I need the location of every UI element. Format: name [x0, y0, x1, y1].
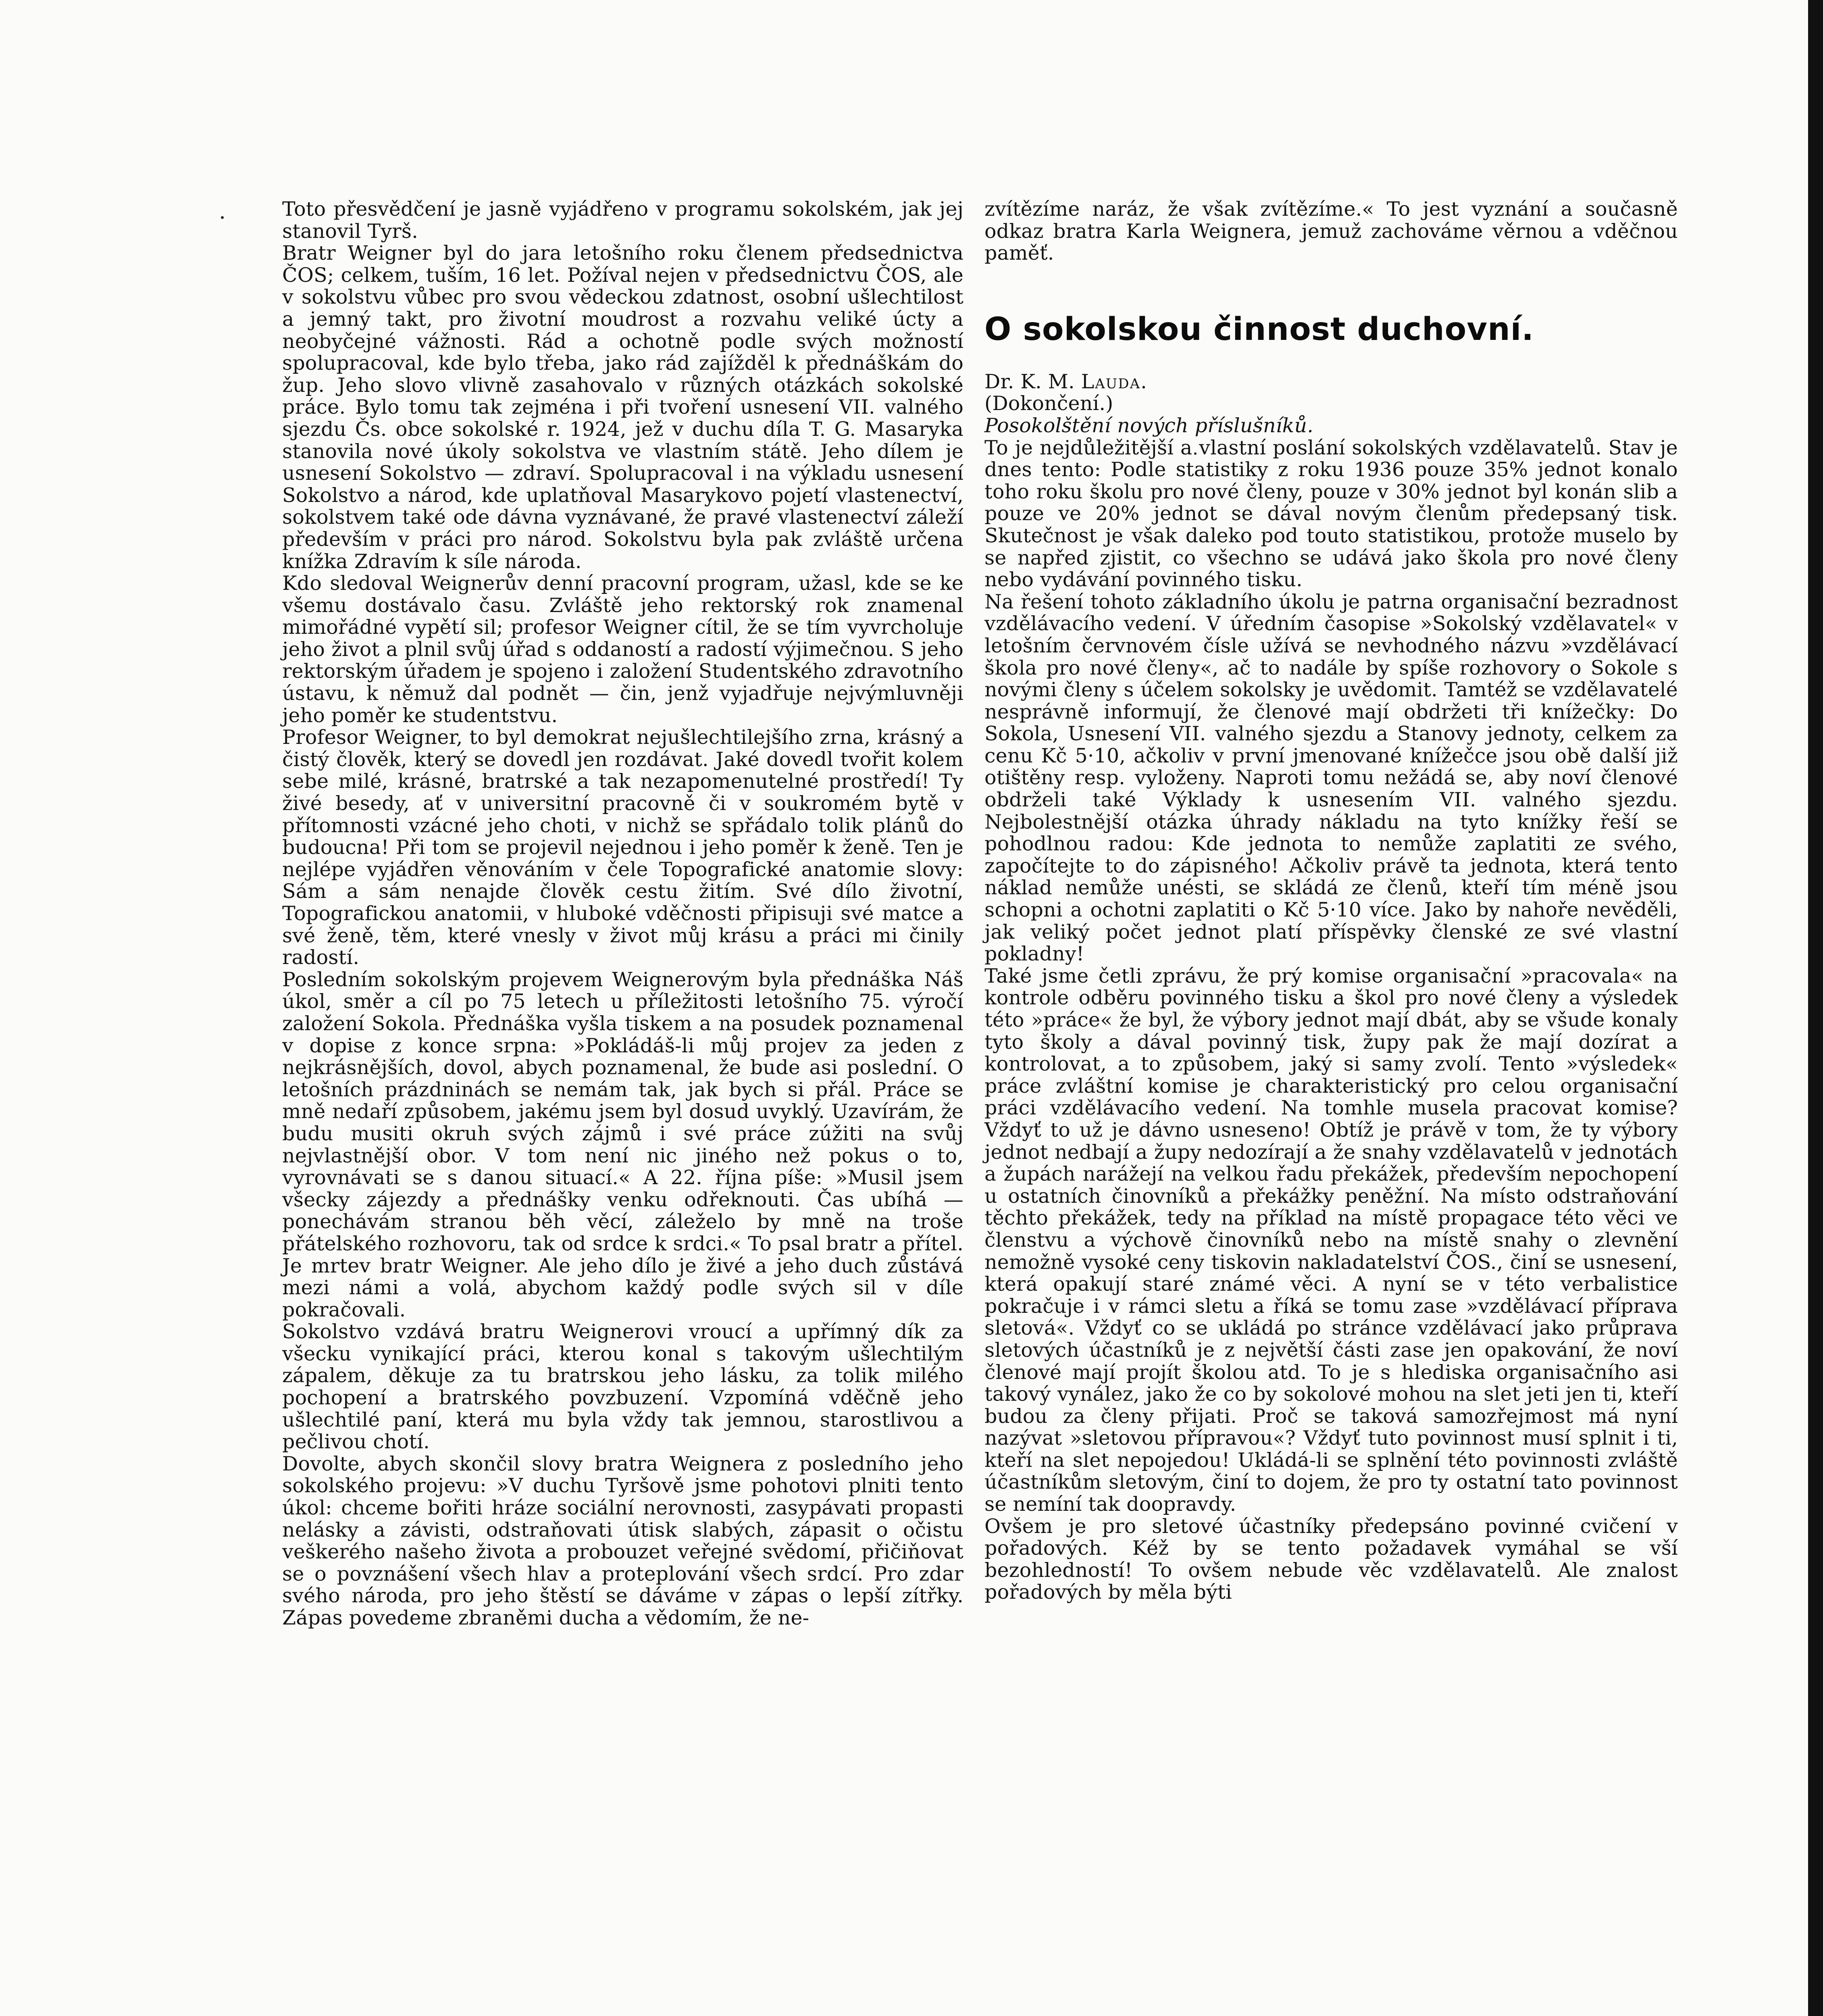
paragraph: To je nejdůležitější a vlastní poslání sokolských vzdělavatelů. Stav je dnes tento: Podle statistiky z roku 1936 pouze 35% jednot konalo toho roku školu pro nové členy, pouze v 30% jednot byl konán slib a pouze ve 20% jednot se dával novým členům předepsaný tisk. Skutečnost je však daleko pod touto statistikou, protože muselo by se napřed zjistit, co všechno se udává jako škola pro nové členy nebo vydávání povinného tisku. — [984, 436, 1678, 591]
author-prefix: Dr. K. M. — [984, 370, 1081, 393]
paragraph: Také jsme četli zprávu, že prý komise organisační »pracovala« na kontrole odběru povinného tisku a škol pro nové členy a výsledek této »práce« že byl, že výbory jednot mají dbát, aby se všude konaly tyto školy a dával povinný tisk, župy pak že mají dozírat a kontrolovat, a to způsobem, jaký si samy zvolí. Tento »výsledek« práce zvláštní komise je charakteristický pro celou organisační práci vzdělávacího vedení. Na tomhle musela pracovat komise? Vždyť to už je dávno usneseno! Obtíž je právě v tom, že ty výbory jednot nedbají a župy nedozírají a že snahy vzdělavatelů v jednotách a župách narážejí na velkou řadu překážek, především nepochopení u ostatních činovníků a překážky peněžní. Na místo odstraňování těchto překážek, tedy na příklad na místě propagace této věci ve členstvu a výchově činovníků nebo na místě snahy o zlevnění nemožně vysoké ceny tiskovin nakladatelství ČOS., činí se usnesení, která opakují staré známé věci. A nyní se v této verbalistice pokračuje i v rámci sletu a říká se tomu zase »vzdělávací příprava sletová«. Vždyť co se ukládá po stránce vzdělávací jako průprava sletových účastníků je z největší části zase jen opakování, že noví členové mají projít školou atd. To je s hlediska organisačního asi takový vynález, jako že co by sokolové mohou na slet jeti jen ti, kteří budou za členy přijati. Proč se taková samozřejmost má nyní nazývat »sletovou přípravou«? Vždyť tuto povinnost musí splnit i ti, kteří na slet nepojedou! Ukládá-li se splnění této povinnosti zvláště účastníkům sletovým, činí to dojem, že pro ty ostatní tato povinnost se nemíní tak doopravdy. — [984, 964, 1678, 1516]
right-column — [984, 198, 1678, 1604]
paragraph: Na řešení tohoto základního úkolu je patrna organisační bezradnost vzdělávacího vedení. V úředním časopise »Sokolský vzdělavatel« v letošním červnovém čísle užívá se nevhodného názvu »vzdělávací škola pro nové členy«, ač to nadále by spíše rozhovory o Sokole s novými členy s účelem sokolsky je uvědomit. Tamtéž se vzdělavatelé nesprávně informují, že členové mají obdržeti tři knížečky: Do Sokola, Usnesení VII. valného sjezdu a Stanovy jednoty, celkem za cenu Kč 5·10, ačkoliv v první jmenované knížečce jsou obě další již otištěny resp. vyloženy. Naproti tomu nežádá se, aby noví členové obdrželi také Výklady k usnesením VII. valného sjezdu. Nejbolestnější otázka úhrady nákladu na tyto knížky řeší se pohodlnou radou: Kde jednota to nemůže zaplatiti ze svého, započítejte to do zápisného! Ačkoliv právě ta jednota, která tento náklad nemůže unésti, se skládá ze členů, kteří tím méně jsou schopni a ochotni zaplatiti o Kč 5·10 více. Jako by nahoře nevěděli, jak veliký počet jednot platí příspěvky členské ze své vlastní pokladny! — [984, 590, 1678, 966]
section-subheading: Posokolštění nových příslušníků. — [984, 414, 1314, 437]
scan-speck — [221, 216, 224, 219]
paragraph: zvítězíme naráz, že však zvítězíme.« To jest vyznání a současně odkaz bratra Karla Weignera, jemuž zachováme věrnou a vděčnou paměť. — [984, 198, 1678, 265]
paragraph: Ovšem je pro sletové účastníky předepsáno povinné cvičení v pořadových. Kéž by se tento požadavek vymáhal se vší bezohledností! To ovšem nebude věc vzdělavatelů. Ale znalost pořadových by měla býti — [984, 1514, 1678, 1604]
paragraph: Dovolte, abych skončil slovy bratra Weignera z posledního jeho sokolského projevu: »V duchu Tyršově jsme pohotovi plniti tento úkol: chceme bořiti hráze sociální nerovnosti, zasypávati propasti nelásky a závisti, odstraňovati útisk slabých, zápasit o očistu veškerého našeho života a probouzet veřejné svědomí, přičiňovat se o povznášení všech hlav a proteplování všech srdcí. Pro zdar svého národa, pro jeho štěstí se dáváme v zápas o lepší zítřky. Zápas povedeme zbraněmi ducha a vědomím, že ne- — [282, 1452, 964, 1629]
author-name: Lauda. — [1081, 370, 1148, 393]
scan-edge — [1808, 0, 1823, 2016]
article-title: O sokolskou činnost duchovní. — [984, 311, 1534, 348]
paragraph: Toto přesvědčení je jasně vyjádřeno v programu sokolském, jak jej stanovil Tyrš. — [282, 198, 964, 243]
paragraph: Posledním sokolským projevem Weignerovým byla přednáška Náš úkol, směr a cíl po 75 letech u příležitosti letošního 75. výročí založení Sokola. Přednáška vyšla tiskem a na posudek poznamenal v dopise z konce srpna: »Pokládáš-li můj projev za jeden z nejkrásnějších, dovol, abych poznamenal, že bude asi poslední. O letošních prázdninách se nemám tak, jak bych si přál. Práce se mně nedaří způsobem, jakému jsem byl dosud uvyklý. Uzavírám, že budu musiti okruh svých zájmů i své práce zúžiti na svůj nejvlastnější obor. V tom není nic jiného než pokus o to, vyrovnávati se s danou situací.« A 22. října píše: »Musil jsem všecky zájezdy a přednášky venku odřeknouti. Čas ubíhá — ponechávám stranou běh věcí, záleželo by mně na troše přátelského rozhovoru, tak od srdce k srdci.« To psal bratr a přítel. Je mrtev bratr Weigner. Ale jeho dílo je živé a jeho duch zůstává mezi námi a volá, abychom každý podle svých sil v díle pokračovali. — [282, 968, 964, 1321]
paragraph: Sokolstvo vzdává bratru Weignerovi vroucí a upřímný dík za všecku vynikající práci, kterou konal s takovým ušlechtilým zápalem, děkuje za tu bratrskou jeho lásku, za tolik milého pochopení a bratrského povzbuzení. Vzpomíná vděčně jeho ušlechtilé paní, která mu byla vždy tak jemnou, starostlivou a pečlivou chotí. — [282, 1320, 964, 1454]
paragraph: Profesor Weigner, to byl demokrat nejušlechtilejšího zrna, krásný a čistý člověk, který se dovedl jen rozdávat. Jaké dovedl tvořit kolem sebe milé, krásné, bratrské a tak nezapomenutelné prostředí! Ty živé besedy, ať v universitní pracovně či v soukromém bytě v přítomnosti vzácné jeho choti, v nichž se spřádalo tolik plánů do budoucna! Při tom se projevil nejednou i jeho poměr k ženě. Ten je nejlépe vyjádřen věnováním v čele Topografické anatomie slovy: Sám a sám nenajde člověk cestu žitím. Své dílo životní, Topografickou anatomii, v hluboké vděčnosti připisuji své matce a své ženě, těm, které vnesly v život můj krásu a práci mi činily radostí. — [282, 726, 964, 969]
paragraph: Kdo sledoval Weignerův denní pracovní program, užasl, kde se ke všemu dostávalo času. Zvláště jeho rektorský rok znamenal mimořádné vypětí sil; profesor Weigner cítil, že se tím vyvrcholuje jeho život a plnil svůj úřad s oddaností a radostí výjimečnou. S jeho rektorským úřadem je spojeno i založení Studentského zdravotního ústavu, k němuž dal podnět — čin, jenž vyjadřuje nejvýmluvněji jeho poměr ke studentstvu. — [282, 572, 964, 727]
continuation-note: (Dokončení.) — [984, 392, 1113, 415]
author-line — [984, 371, 1678, 393]
paragraph: Bratr Weigner byl do jara letošního roku členem předsednictva ČOS; celkem, tuším, 16 let. Požíval nejen v předsednictvu ČOS, ale v sokolstvu vůbec pro svou vědeckou zdatnost, osobní ušlechtilost a jemný takt, pro životní moudrost a rozvahu veliké úcty a neobyčejné vážnosti. Rád a ochotně podle svých možností spolupracoval, kde bylo třeba, jako rád zajížděl k přednáškám do žup. Jeho slovo vlivně zasahovalo v různých otázkách sokolské práce. Bylo tomu tak zejména i při tvoření usnesení VII. valného sjezdu Čs. obce sokolské r. 1924, jež v duchu díla T. G. Masaryka stanovila nové úkoly sokolstva ve vlastním státě. Jeho dílem je usnesení Sokolstvo — zdraví. Spolupracoval i na výkladu usnesení Sokolstvo a národ, kde uplatňoval Masarykovo pojetí vlastenectví, sokolstvem také ode dávna vyznávané, že pravé vlastenectví záleží především v práci pro národ. Sokolstvu byla pak zvláště určena knížka Zdravím k síle národa. — [282, 242, 964, 573]
left-column — [282, 198, 964, 1629]
